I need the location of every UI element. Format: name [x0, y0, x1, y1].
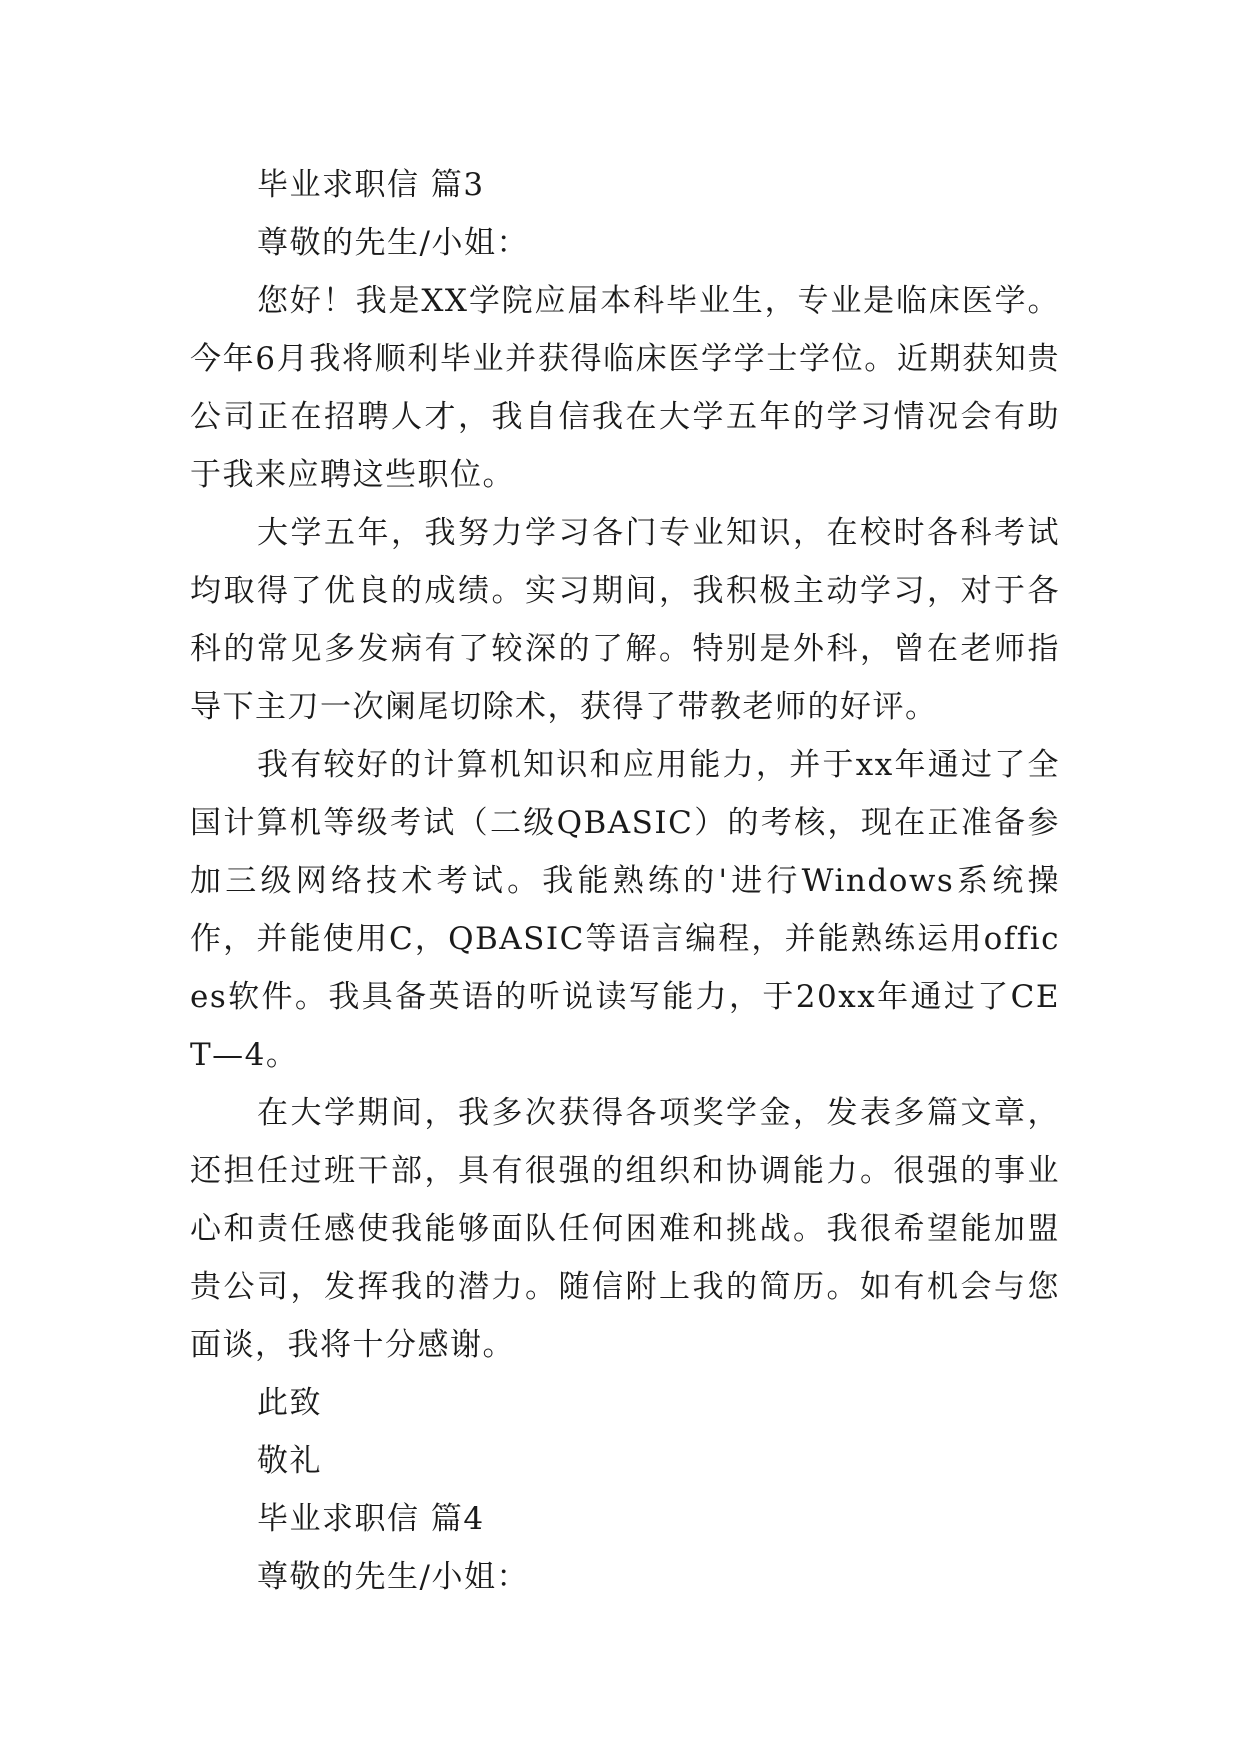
letter3-paragraph-4: 在大学期间，我多次获得各项奖学金，发表多篇文章，还担任过班干部，具有很强的组织和协调能力。很强的事业心和责任感使我能够面队任何困难和挑战。我很希望能加盟贵公司，发挥我的潜力。随信附上我的简历。如有机会与您面谈，我将十分感谢。: [190, 1095, 1060, 1363]
letter4-heading: 毕业求职信 篇4: [257, 1501, 485, 1537]
letter3-closing-1: 此致: [257, 1385, 322, 1421]
letter3-paragraph-1: 您好！我是XX学院应届本科毕业生，专业是临床医学。今年6月我将顺利毕业并获得临床医学学士学位。近期获知贵公司正在招聘人才，我自信我在大学五年的学习情况会有助于我来应聘这些职位。: [190, 283, 1060, 493]
letter-body: [190, 156, 1060, 1606]
letter3-paragraph-3: 我有较好的计算机知识和应用能力，并于xx年通过了全国计算机等级考试（二级QBASIC）的考核，现在正准备参加三级网络技术考试。我能熟练的'进行Windows系统操作，并能使用C，QBASIC等语言编程，并能熟练运用offices软件。我具备英语的听说读写能力，于20xx年通过了CET—4。: [190, 747, 1060, 1073]
letter3-paragraph-2: 大学五年，我努力学习各门专业知识，在校时各科考试均取得了优良的成绩。实习期间，我积极主动学习，对于各科的常见多发病有了较深的了解。特别是外科，曾在老师指导下主刀一次阑尾切除术，获得了带教老师的好评。: [190, 515, 1060, 725]
letter4-salutation: 尊敬的先生/小姐：: [257, 1559, 529, 1595]
letter3-salutation: 尊敬的先生/小姐：: [257, 225, 529, 261]
letter3-heading: 毕业求职信 篇3: [257, 167, 485, 203]
letter3-closing-2: 敬礼: [257, 1443, 322, 1479]
